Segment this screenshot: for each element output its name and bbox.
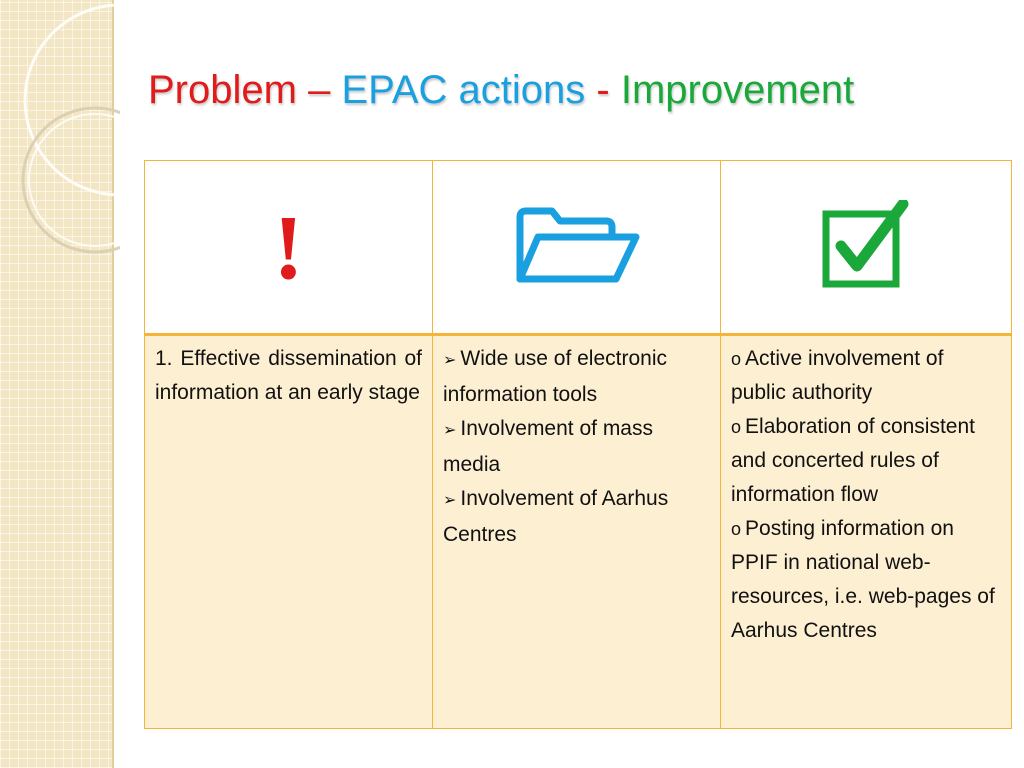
improvement-cell <box>721 335 1012 729</box>
title-dash-1: – <box>308 68 331 112</box>
improvement-icon-cell <box>721 161 1012 335</box>
actions-icon-cell <box>433 161 721 335</box>
problem-text: 1. Effective dissemination of information at an early stage <box>155 347 422 404</box>
list-item: o Active involvement of public authority <box>731 347 944 404</box>
icon-row <box>145 161 1012 335</box>
title-epac-actions: EPAC actions <box>341 68 586 112</box>
problem-cell <box>145 335 433 729</box>
list-item: o Elaboration of consistent and concerted rules of information flow <box>731 415 975 506</box>
circle-bullet-icon: o <box>731 417 742 437</box>
list-item: ➢ Involvement of Aarhus Centres <box>443 487 669 546</box>
decorative-rings <box>0 0 120 260</box>
title-improvement: Improvement <box>620 68 855 112</box>
exclamation-icon: ! <box>273 196 304 298</box>
circle-bullet-icon: o <box>731 519 742 539</box>
arrow-bullet-icon: ➢ <box>443 352 457 369</box>
list-item: ➢ Wide use of electronic information tools <box>443 347 668 406</box>
checkbox-icon <box>821 200 911 290</box>
title-problem: Problem <box>148 68 297 112</box>
list-item: o Posting information on PPIF in national web-resources, i.e. web-pages of Aarhus Centres <box>731 517 995 642</box>
folder-icon <box>512 205 642 285</box>
slide-title <box>148 68 854 113</box>
problem-icon-cell <box>145 161 433 335</box>
problem-actions-table <box>144 160 1012 729</box>
arrow-bullet-icon: ➢ <box>443 492 457 509</box>
arrow-bullet-icon: ➢ <box>443 422 457 439</box>
content-row <box>145 335 1012 729</box>
circle-bullet-icon: o <box>731 349 742 369</box>
list-item: ➢ Involvement of mass media <box>443 417 653 476</box>
actions-cell <box>433 335 721 729</box>
title-dash-2: - <box>596 68 610 112</box>
